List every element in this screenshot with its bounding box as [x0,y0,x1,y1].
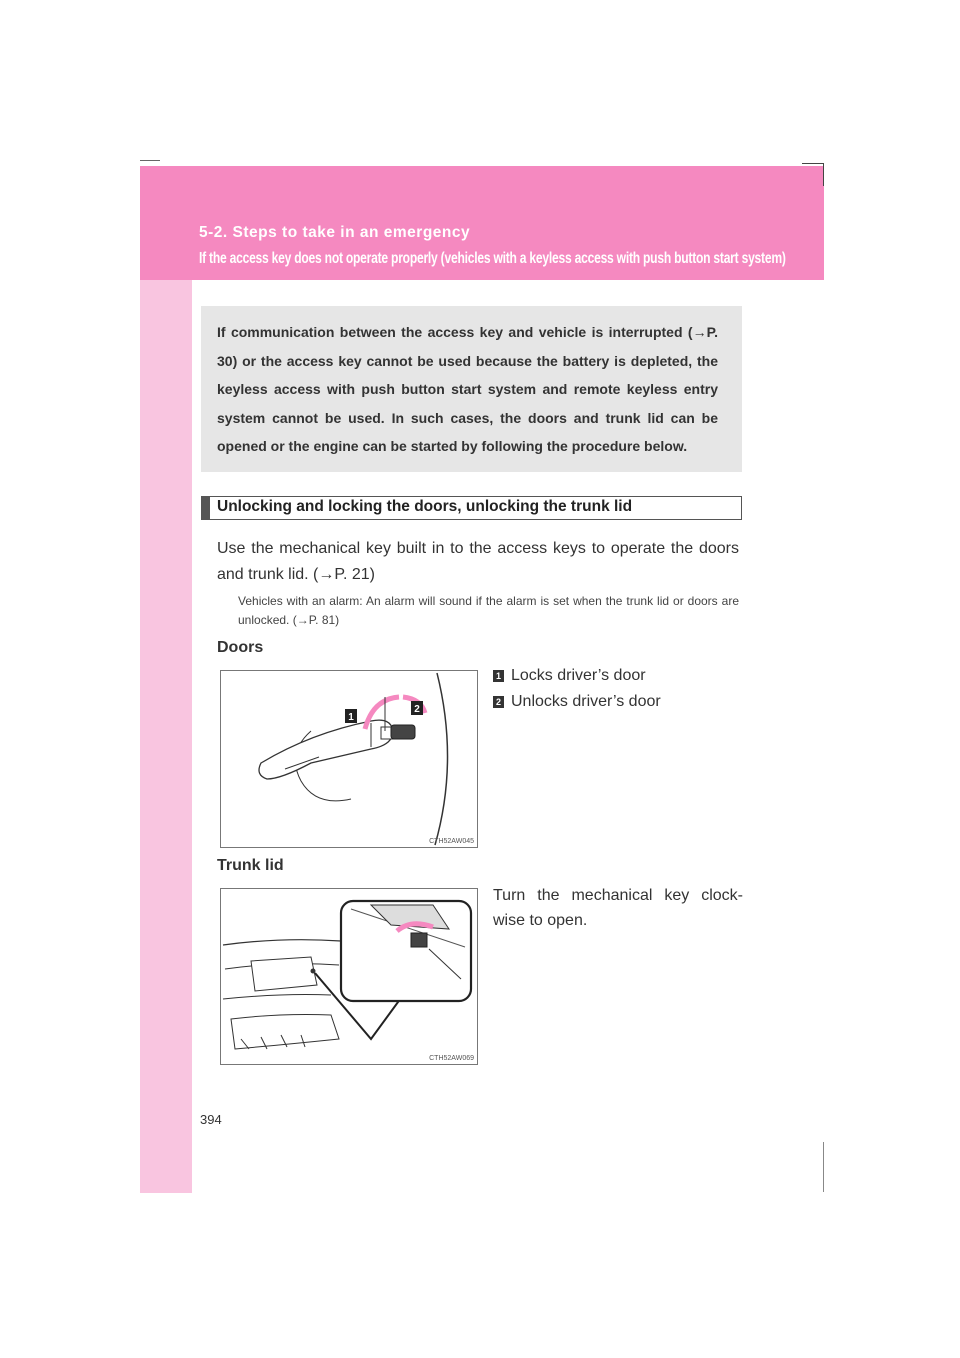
alarm-note: Vehicles with an alarm: An alarm will sound if the alarm is set when the trunk lid or doors are unlocked. (→P. 81) [238,594,739,627]
trunk-instruction: Turn the mechanical key clock-wise to open. [493,887,743,929]
crop-mark [823,164,824,186]
trunk-figure [220,888,478,1065]
step-number: 1 [493,670,504,682]
side-strip [140,166,192,1193]
page-subtitle: If the access key does not operate properly (vehicles with a keyless access with push button start system) [199,250,786,267]
figure-code: CTH52AW045 [429,838,474,845]
door-figure [220,670,478,848]
step-number: 2 [493,696,504,708]
svg-text:1: 1 [348,712,354,723]
trunk-heading: Trunk lid [217,857,284,874]
list-item [493,693,661,711]
svg-text:2: 2 [414,704,420,715]
section-heading: Unlocking and locking the doors, unlocking the trunk lid [217,498,633,515]
doors-heading: Doors [217,639,264,656]
figure-code: CTH52AW069 [429,1055,474,1062]
door-handle-illustration [221,671,477,847]
crop-mark [140,160,160,161]
list-item [493,667,646,685]
intro-text: If communication between the access key and vehicle is interrupted (→P. 30) or the access key cannot be used because the battery is depleted, the keyless access with push button start system and remote keyless entry system cannot be used. In such cases, the doors and trunk lid can be opened or the engine can be started by following the procedure below. [217,324,718,454]
step-label: Unlocks driver’s door [511,693,661,710]
crop-mark [802,163,824,164]
trunk-lid-illustration [221,889,477,1064]
section-title: 5-2. Steps to take in an emergency [199,224,471,241]
crop-mark [823,1142,824,1192]
page-number: 394 [200,1112,222,1127]
step-label: Locks driver’s door [511,667,646,684]
instruction-paragraph: Use the mechanical key built in to the access keys to operate the doors and trunk lid. (→P. 21) [217,540,739,583]
